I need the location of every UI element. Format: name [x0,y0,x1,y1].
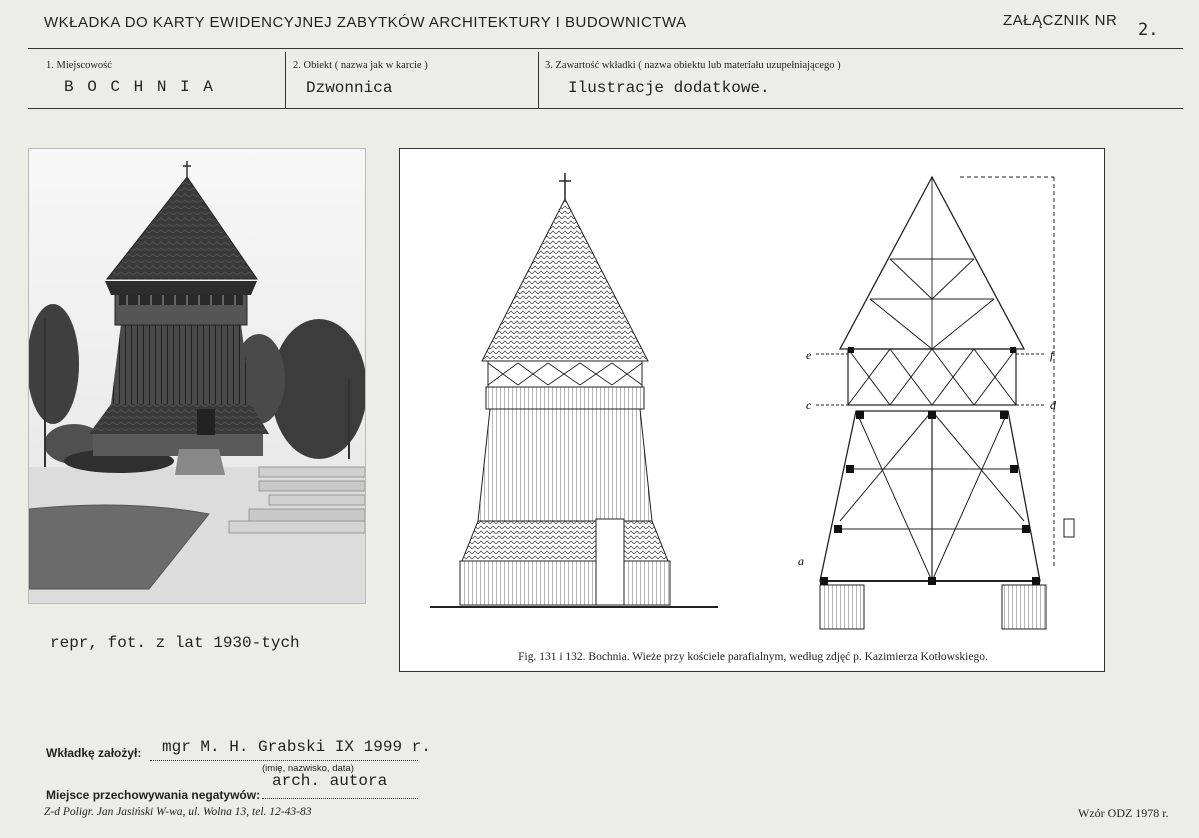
negatives-value: arch. autora [272,772,388,790]
negatives-label: Miejsce przechowywania negatywów: [46,788,261,802]
plate-caption: Fig. 131 i 132. Bochnia. Wieże przy kościele parafialnym, według zdjęć p. Kazimierza Kotłowskiego. [518,651,988,663]
section-label-e: e [806,348,812,362]
form-code: Wzór ODZ 1978 r. [1078,806,1169,820]
negatives-dotted-line [262,798,418,799]
annex-number: 2. [1138,20,1159,40]
historic-photograph [28,148,366,604]
object-value: Dzwonnica [306,79,393,97]
belfry-photo-image [29,149,365,603]
header-rule-bottom [28,108,1183,109]
created-by-dotted-line [150,760,418,761]
annex-label: ZAŁĄCZNIK NR [1003,12,1118,29]
section-drawing [816,177,1074,629]
header-rule-top [28,48,1183,49]
section-label-d: d [1050,398,1056,412]
belfry-drawings [400,149,1103,644]
engraving-plate [399,148,1105,672]
section-label-a: a [798,554,804,568]
object-label: 2. Obiekt ( nazwa jak w karcie ) [293,60,428,71]
field-divider-1 [285,52,286,108]
created-by-hint: (imię, nazwisko, data) [262,763,354,774]
photo-note: repr, fot. z lat 1930-tych [50,634,300,652]
section-label-c: c [806,398,812,412]
created-by-label: Wkładkę założył: [46,746,142,760]
section-label-f: f [1050,348,1054,362]
locality-value: B O C H N I A [64,78,215,96]
locality-label: 1. Miejscowość [46,60,112,71]
content-label: 3. Zawartość wkładki ( nazwa obiektu lub materiału uzupełniającego ) [545,60,841,71]
created-by-value: mgr M. H. Grabski IX 1999 r. [162,738,431,756]
printer-imprint: Z-d Poligr. Jan Jasiński W-wa, ul. Wolna 13, tel. 12-43-83 [44,806,312,818]
field-divider-2 [538,52,539,108]
content-value: Ilustracje dodatkowe. [568,79,770,97]
form-title: WKŁADKA DO KARTY EWIDENCYJNEJ ZABYTKÓW ARCHITEKTURY I BUDOWNICTWA [44,14,687,31]
elevation-drawing [430,173,718,607]
